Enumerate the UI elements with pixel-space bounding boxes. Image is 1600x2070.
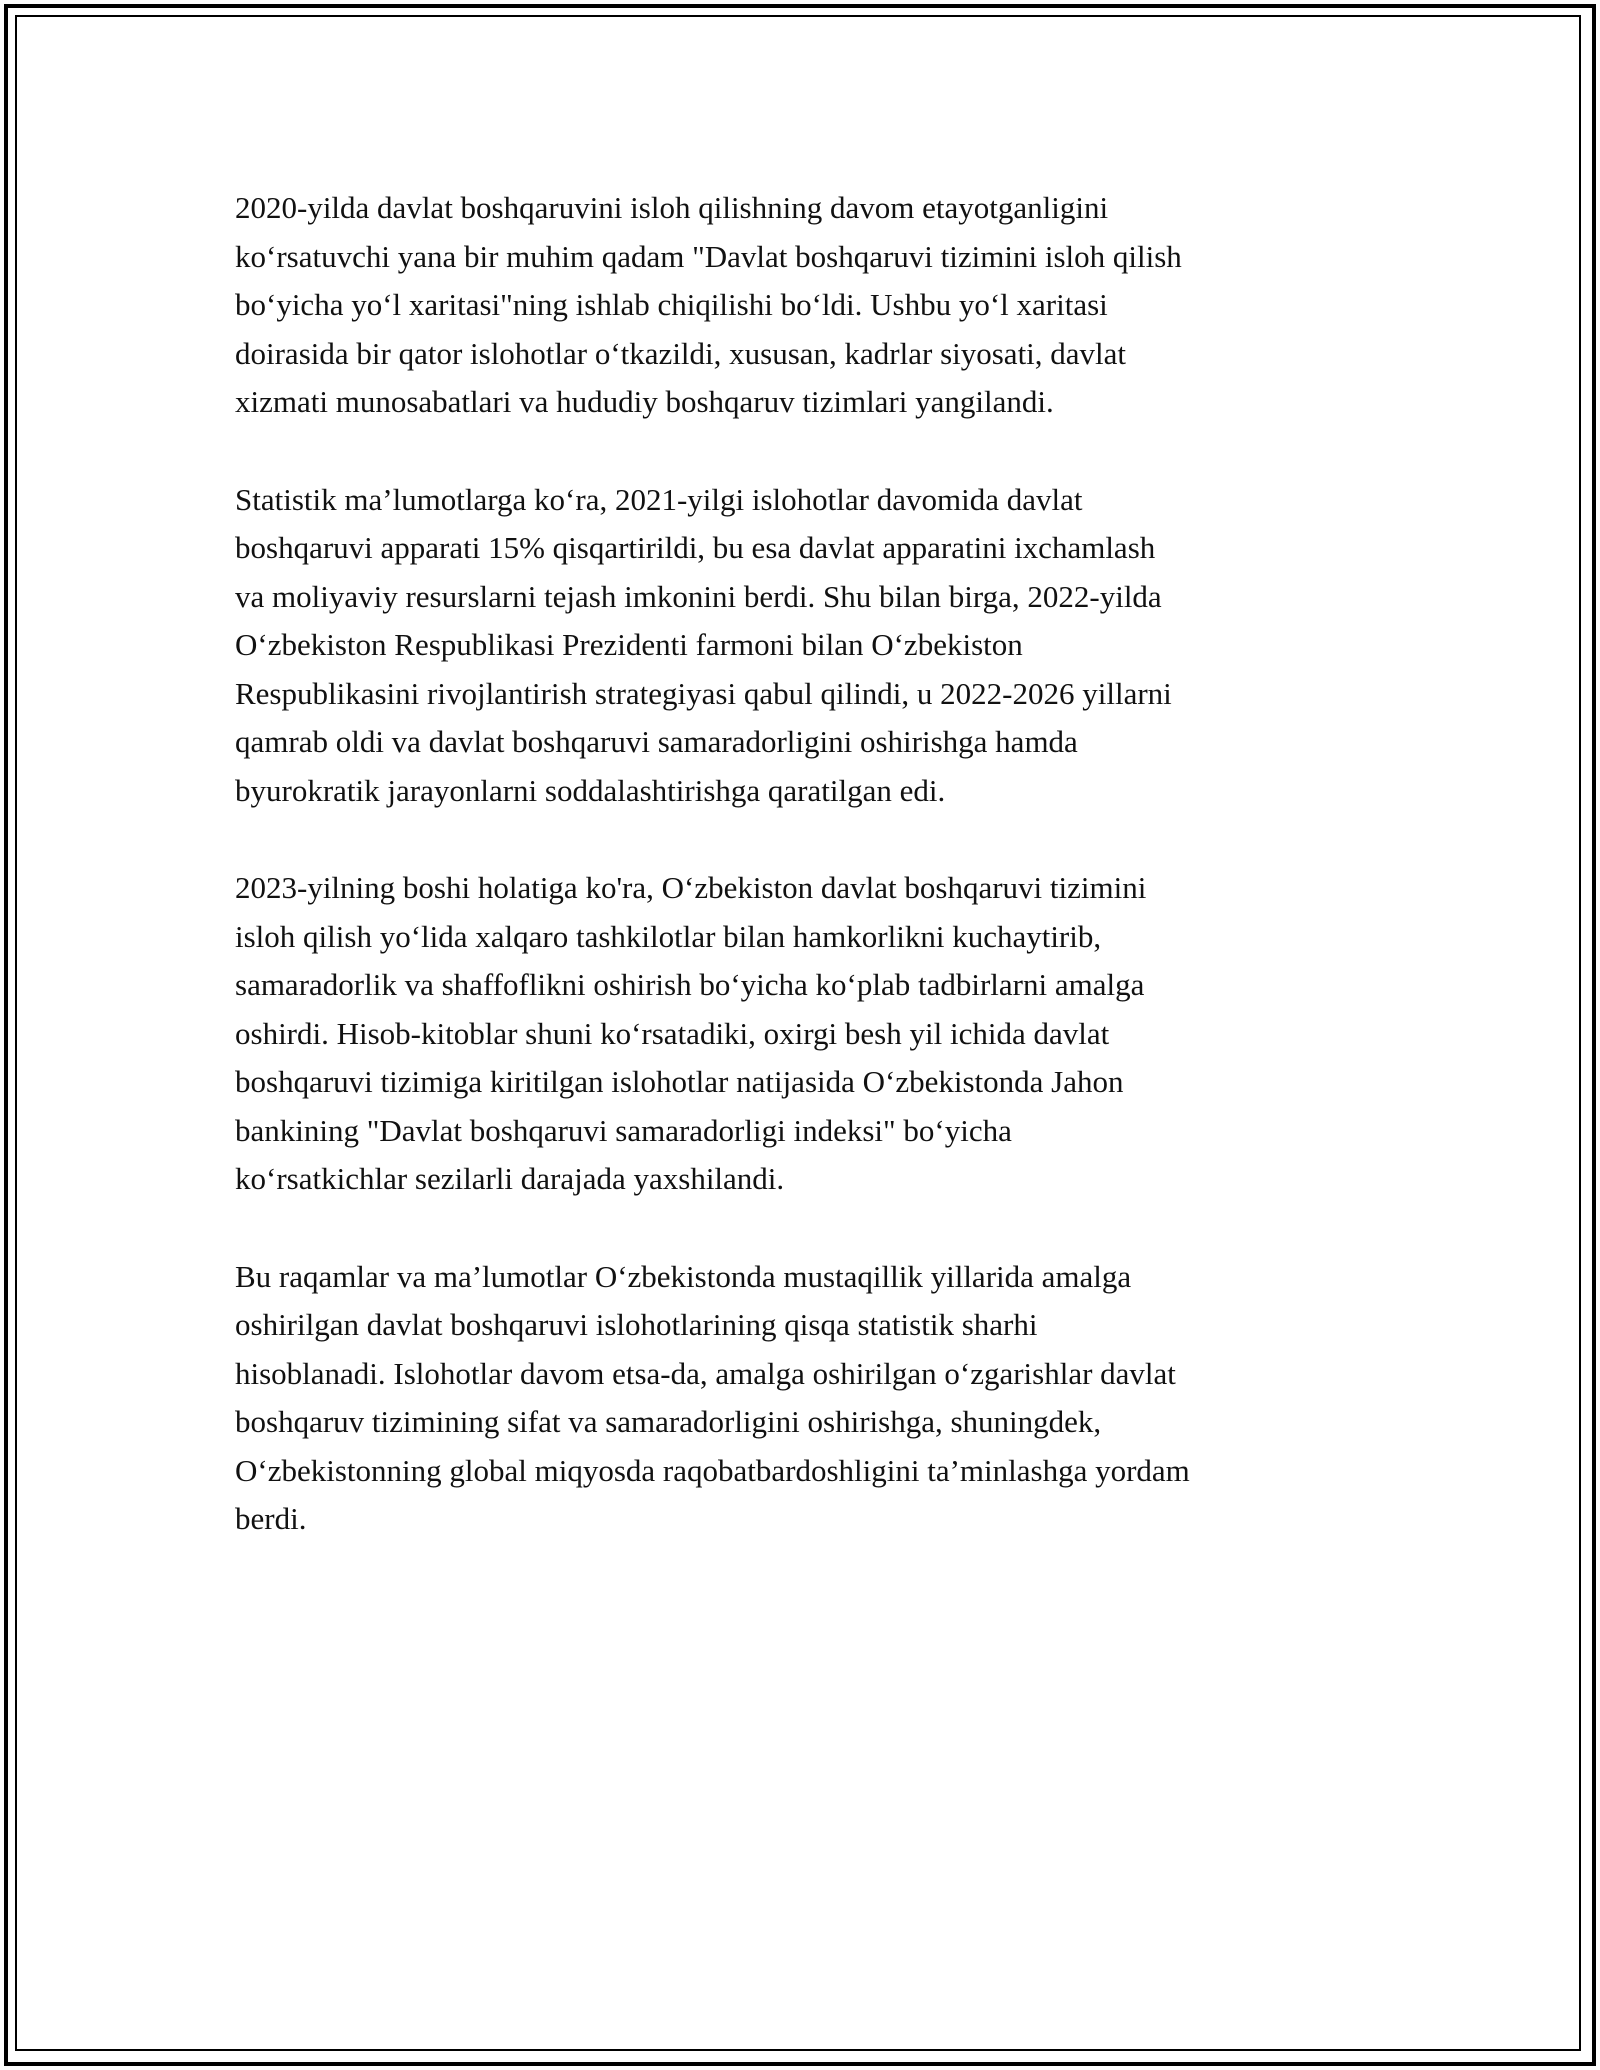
paragraph-4: Bu raqamlar va ma’lumotlar O‘zbekistonda mustaqillik yillarida amalga oshirilgan davlat boshqaruvi islohotlarining qisqa statistik sharhi hisoblanadi. Islohotlar davom etsa-da, amalga oshirilgan o‘zgarishlar davlat boshqaruv tizimining sifat va samaradorligini oshirishga, shuningdek, O‘zbekistonning global miqyosda raqobatbardoshligini ta’minlashga yordam berdi. bbox=[235, 1258, 1190, 1536]
paragraph-2: Statistik ma’lumotlarga ko‘ra, 2021-yilgi islohotlar davomida davlat boshqaruvi apparati 15% qisqartirildi, bu esa davlat apparatini ixchamlash va moliyaviy resurslarni tejash imkonini berdi. Shu bilan birga, 2022-yilda O‘zbekiston Respublikasi Prezidenti farmoni bilan O‘zbekiston Respublikasini rivojlantirish strategiyasi qabul qilindi, u 2022-2026 yillarni qamrab oldi va davlat boshqaruvi samaradorligini oshirishga hamda byurokratik jarayonlarni soddalashtirishga qaratilgan edi. bbox=[235, 481, 1172, 808]
paragraph-1: 2020-yilda davlat boshqaruvini isloh qilishning davom etayotganligini ko‘rsatuvchi yana bir muhim qadam "Davlat boshqaruvi tizimini isloh qilish bo‘yicha yo‘l xaritasi"ning ishlab chiqilishi bo‘ldi. Ushbu yo‘l xaritasi doirasida bir qator islohotlar o‘tkazildi, xususan, kadrlar siyosati, davlat xizmati munosabatlari va hududiy boshqaruv tizimlari yangilandi. bbox=[235, 190, 1182, 419]
paragraph-3: 2023-yilning boshi holatiga ko'ra, O‘zbekiston davlat boshqaruvi tizimini isloh qilish yo‘lida xalqaro tashkilotlar bilan hamkorlikni kuchaytirib, samaradorlik va shaffoflikni oshirish bo‘yicha ko‘plab tadbirlarni amalga oshirdi. Hisob-kitoblar shuni ko‘rsatadiki, oxirgi besh yil ichida davlat boshqaruvi tizimiga kiritilgan islohotlar natijasida O‘zbekistonda Jahon bankining "Davlat boshqaruvi samaradorligi indeksi" bo‘yicha ko‘rsatkichlar sezilarli darajada yaxshilandi. bbox=[235, 870, 1147, 1196]
document-body bbox=[235, 184, 1365, 1593]
